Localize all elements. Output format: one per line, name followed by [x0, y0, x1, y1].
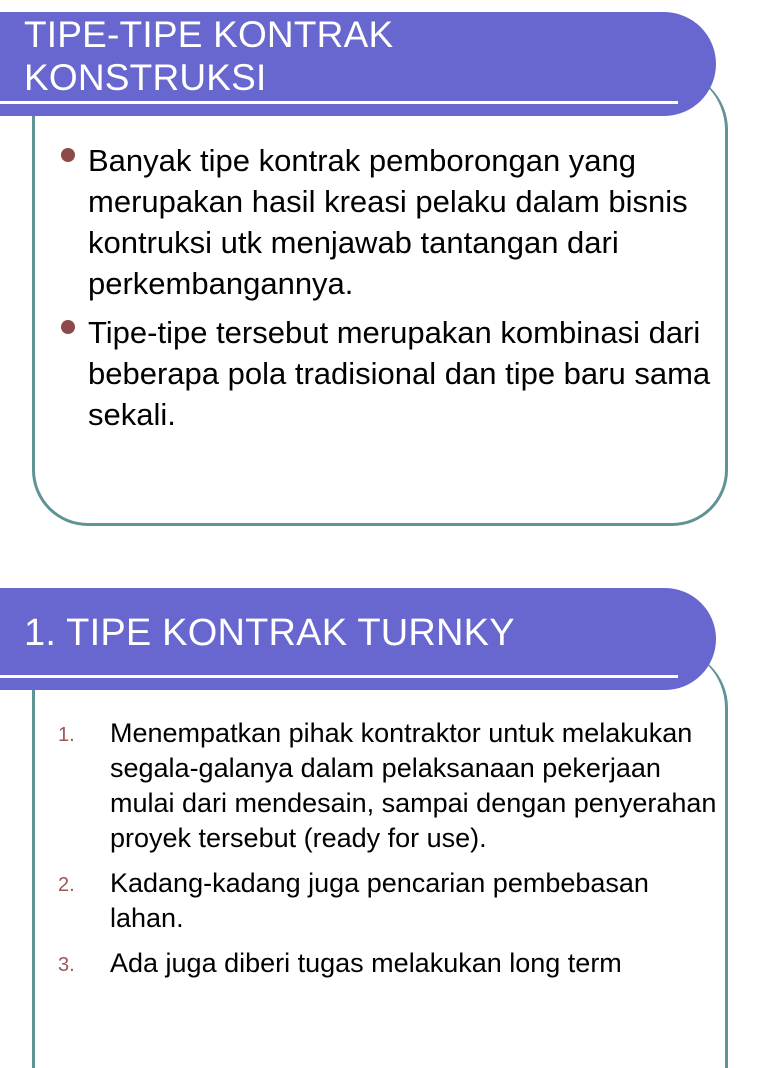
list-item-text: Ada juga diberi tugas melakukan long term — [110, 948, 622, 978]
list-number: 3. — [58, 954, 75, 976]
title-line-2: KONSTRUKSI — [24, 57, 267, 98]
title-underline — [0, 101, 678, 104]
numbered-list — [58, 716, 728, 991]
list-item-text: Kadang-kadang juga pencarian pembebasan lahan. — [110, 868, 649, 933]
title-line-1: TIPE-TIPE KONTRAK — [24, 14, 394, 55]
list-item — [58, 866, 728, 936]
bullet-item — [58, 312, 718, 435]
slide-title — [24, 13, 393, 99]
bullet-item — [58, 140, 718, 304]
slide-title: 1. TIPE KONTRAK TURNKY — [24, 612, 515, 654]
list-item — [58, 716, 728, 856]
bullet-text: Tipe-tipe tersebut merupakan kombinasi dari beberapa pola tradisional dan tipe baru sama sekali. — [88, 315, 711, 432]
title-underline — [0, 675, 678, 678]
bullet-dot-icon — [61, 148, 75, 162]
bullet-dot-icon — [61, 320, 75, 334]
list-number: 1. — [58, 724, 75, 746]
list-item — [58, 946, 728, 981]
bullet-text: Banyak tipe kontrak pemborongan yang merupakan hasil kreasi pelaku dalam bisnis kontruksi utk menjawab tantangan dari perkembangannya. — [88, 143, 688, 301]
bullet-list — [58, 140, 718, 443]
list-number: 2. — [58, 874, 75, 896]
title-bar — [0, 588, 716, 690]
slide-turnkey-type — [0, 588, 768, 1024]
list-item-text: Menempatkan pihak kontraktor untuk melakukan segala-galanya dalam pelaksanaan pekerjaan mulai dari mendesain, sampai dengan penyerahan proyek tersebut (ready for use). — [110, 718, 717, 853]
title-bar — [0, 12, 716, 116]
